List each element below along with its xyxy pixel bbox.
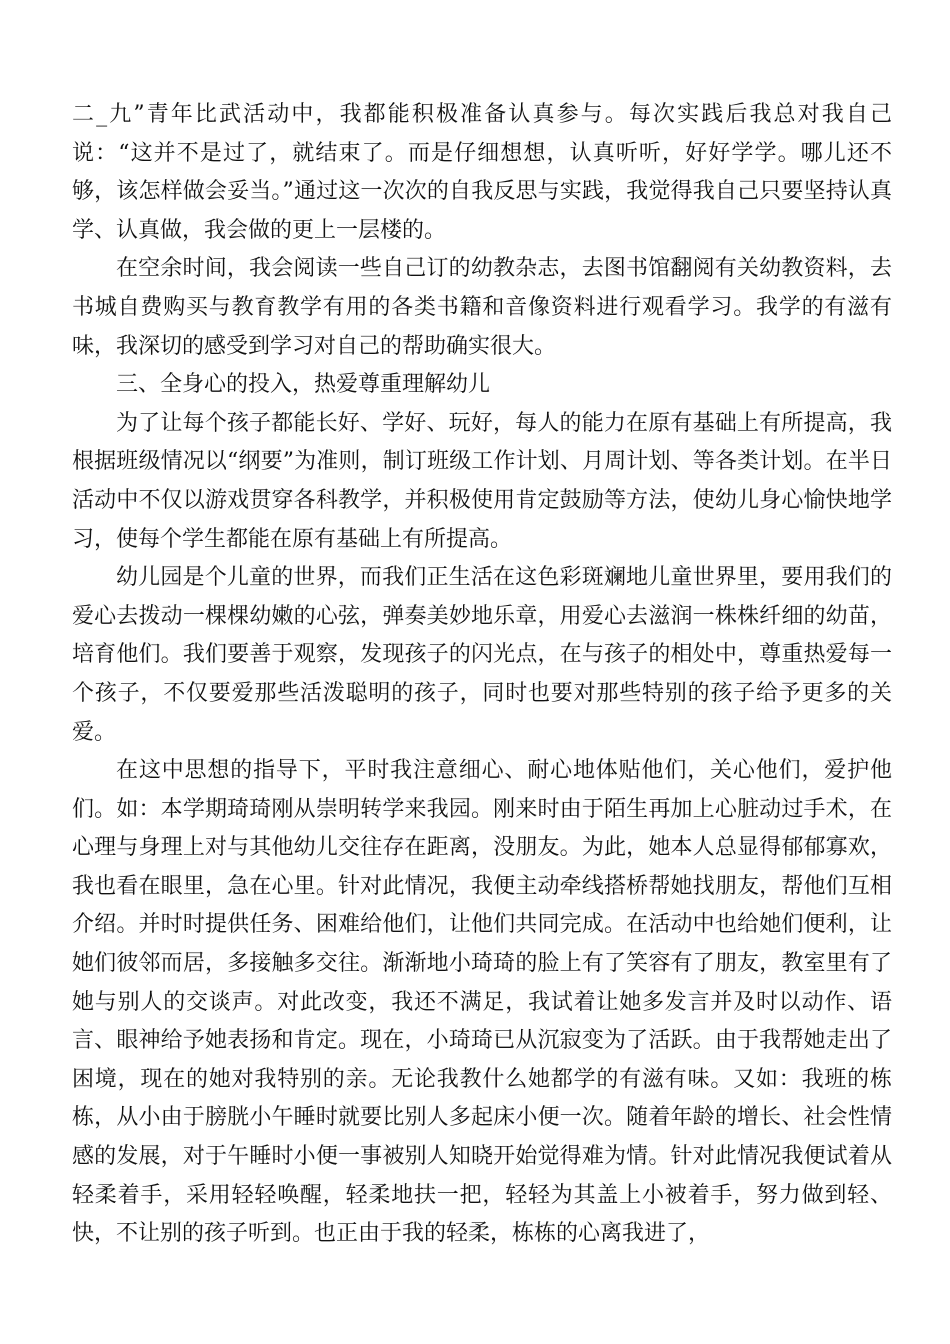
paragraph-1: 二_九”青年比武活动中，我都能积极准备认真参与。每次实践后我总对我自己说：“这并不是过了，就结束了。而是仔细想想，认真听听，好好学学。哪儿还不够，该怎样做会妥当。”通过这一次次的自我反思与实践，我觉得我自己只要坚持认真学、认真做，我会做的更上一层楼的。	[72, 102, 892, 243]
paragraph-3: 为了让每个孩子都能长好、学好、玩好，每人的能力在原有基础上有所提高，我根据班级情况以“纲要”为准则，制订班级工作计划、月周计划、等各类计划。在半日活动中不仅以游戏贯穿各科教学，并积极使用肯定鼓励等方法，使幼儿身心愉快地学习，使每个学生都能在原有基础上有所提高。	[72, 410, 892, 552]
section-heading: 三、全身心的投入，热爱尊重理解幼儿	[116, 372, 491, 398]
paragraph-2: 在空余时间，我会阅读一些自己订的幼教杂志，去图书馆翻阅有关幼教资料，去书城自费购买与教育教学有用的各类书籍和音像资料进行观看学习。我学的有滋有味，我深切的感受到学习对自己的帮助确实很大。	[72, 256, 892, 359]
paragraph-5: 在这中思想的指导下，平时我注意细心、耐心地体贴他们，关心他们，爱护他们。如：本学期琦琦刚从崇明转学来我园。刚来时由于陌生再加上心脏动过手术，在心理与身理上对与其他幼儿交往存在距离，没朋友。为此，她本人总显得郁郁寡欢，我也看在眼里，急在心里。针对此情况，我便主动牵线搭桥帮她找朋友，帮他们互相介绍。并时时提供任务、困难给他们，让他们共同完成。在活动中也给她们便利，让她们彼邻而居，多接触多交往。渐渐地小琦琦的脸上有了笑容有了朋友，教室里有了她与别人的交谈声。对此改变，我还不满足，我试着让她多发言并及时以动作、语言、眼神给予她表扬和肯定。现在，小琦琦已从沉寂变为了活跃。由于我帮她走出了困境，现在的她对我特别的亲。无论我教什么她都学的有滋有味。又如：我班的栋栋，从小由于膀胱小午睡时就要比别人多起床小便一次。随着年龄的增长、社会性情感的发展，对于午睡时小便一事被别人知晓开始觉得难为情。针对此情况我便试着从轻柔着手，采用轻轻唤醒，轻柔地扶一把，轻轻为其盖上小被着手，努力做到轻、快，不让别的孩子听到。也正由于我的轻柔，栋栋的心离我进了，	[72, 758, 892, 1247]
paragraph-4: 幼儿园是个儿童的世界，而我们正生活在这色彩斑斓地儿童世界里，要用我们的爱心去拨动一棵棵幼嫩的心弦，弹奏美妙地乐章，用爱心去滋润一株株纤细的幼苗，培育他们。我们要善于观察，发现孩子的闪光点，在与孩子的相处中，尊重热爱每一个孩子，不仅要爱那些活泼聪明的孩子，同时也要对那些特别的孩子给予更多的关爱。	[72, 565, 892, 745]
document-body	[72, 96, 892, 1254]
